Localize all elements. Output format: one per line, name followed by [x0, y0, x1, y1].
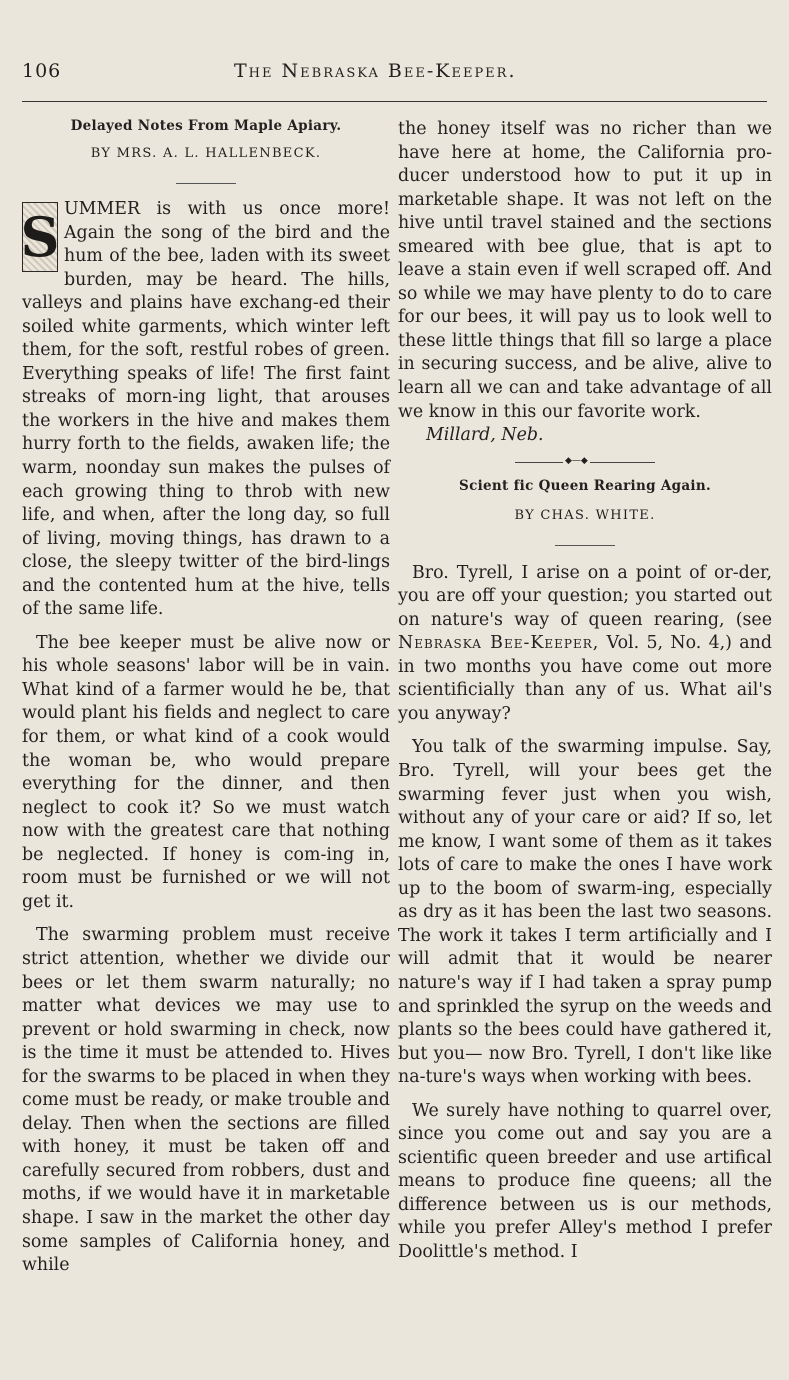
section-divider [515, 455, 655, 466]
paragraph: The swarming problem must receive strict attention, whether we divide our bees or let them swarm naturally; no matter what devices we may use to prevent or hold swarming in check, now is the time it must be attended to. Hives for the swarms to be placed in when they come must be ready, or make trouble and delay. Then when the sections are filled with honey, it must be taken off and carefully secured from robbers, dust and moths, if we would have it in marketable shape. I saw in the market the other day some samples of California honey, and while [22, 925, 390, 1276]
running-head [22, 60, 767, 90]
paragraph [398, 562, 772, 727]
left-column [22, 118, 390, 1278]
article-byline: BY CHAS. WHITE. [514, 507, 656, 523]
article-title: Delayed Notes From Maple Apiary. [70, 118, 342, 134]
article-title: Scient fic Queen Rearing Again. [459, 477, 711, 494]
article-dateline: Millard, Neb. [426, 425, 544, 446]
diamond-ornament-icon: ◆—◆ [565, 455, 588, 466]
dropcap-initial: S [22, 202, 58, 272]
journal-title: The Nebraska Bee-Keeper. [234, 60, 517, 82]
right-column [398, 118, 772, 1265]
paragraph: We surely have nothing to quarrel over, since you come out and say you are a scientific queen breeder and use artifical means to produce fine queens; all the difference between us is our methods, while you prefer Alley's method I prefer Doolittle's method. I [398, 1100, 772, 1262]
title-rule [176, 183, 236, 184]
journal-reference: Nebraska Bee-Keeper, [398, 633, 600, 654]
page-number: 106 [22, 60, 62, 82]
paragraph-text: UMMER is with us once more! Again the song of the bird and the hum of the bee, laden with its sweet burden, may be heard. The hills, valleys and plains have exchang-ed their soiled white garments, which winter left them, for the soft, restful robes of green. Everything speaks of life! The first faint streaks of morn-ing light, that arouses the workers in the hive and makes them hurry forth to the fields, awaken life; the warm, noonday sun makes the pulses of each growing thing to throb with new life, and when, after the long day, so full of living, moving things, has drawn to a close, the sleepy twitter of the bird-lings and the contented hum at the hive, tells of the same life. [22, 199, 390, 620]
paragraph: You talk of the swarming impulse. Say, Bro. Tyrell, will your bees get the swarming fever just when you wish, without any of your care or aid? If so, let me know, I want some of them as it takes lots of care to make the ones I have work up to the boom of swarm-ing, especially as dry as it has been the last two seasons. The work it takes I term artificially and I will admit that it would be nearer nature's way if I had taken a spray pump and sprinkled the syrup on the weeds and plants so the bees could have gathered it, but you— now Bro. Tyrell, I don't like like na-ture's ways when working with bees. [398, 737, 772, 1088]
article-byline: BY MRS. A. L. HALLENBECK. [90, 146, 322, 161]
paragraph: The bee keeper must be alive now or his whole seasons' labor will be in vain. What kind of a farmer would he be, that would plant his fields and neglect to care for them, or what kind of a cook would the woman be, who would prepare everything for the dinner, and then neglect to cook it? So we must watch now with the greatest care that nothing be neglected. If honey is com-ing in, room must be furnished or we will not get it. [22, 632, 390, 912]
paragraph-text: Vol. 5, No. 4,) and in two months you have come out more scientificially than any of us. What ail's you anyway? [398, 633, 772, 724]
header-rule [22, 101, 767, 102]
paragraph [22, 198, 390, 622]
paragraph: the honey itself was no richer than we have here at home, the California pro-ducer understood how to put it up in marketable shape. It was not left on the hive until travel stained and the sections smeared with bee glue, that is apt to leave a stain even if well scraped off. And so while we may have plenty to do to care for our bees, it will pay us to look well to these little things that fill so large a place in securing success, and be alive, alive to learn all we can and take advantage of all we know in this our favorite work. [398, 119, 772, 422]
title-rule [555, 545, 615, 546]
paragraph-text: Bro. Tyrell, I arise on a point of or-der, you are off your question; you started out on nature's way of queen rearing, (see [398, 562, 772, 630]
